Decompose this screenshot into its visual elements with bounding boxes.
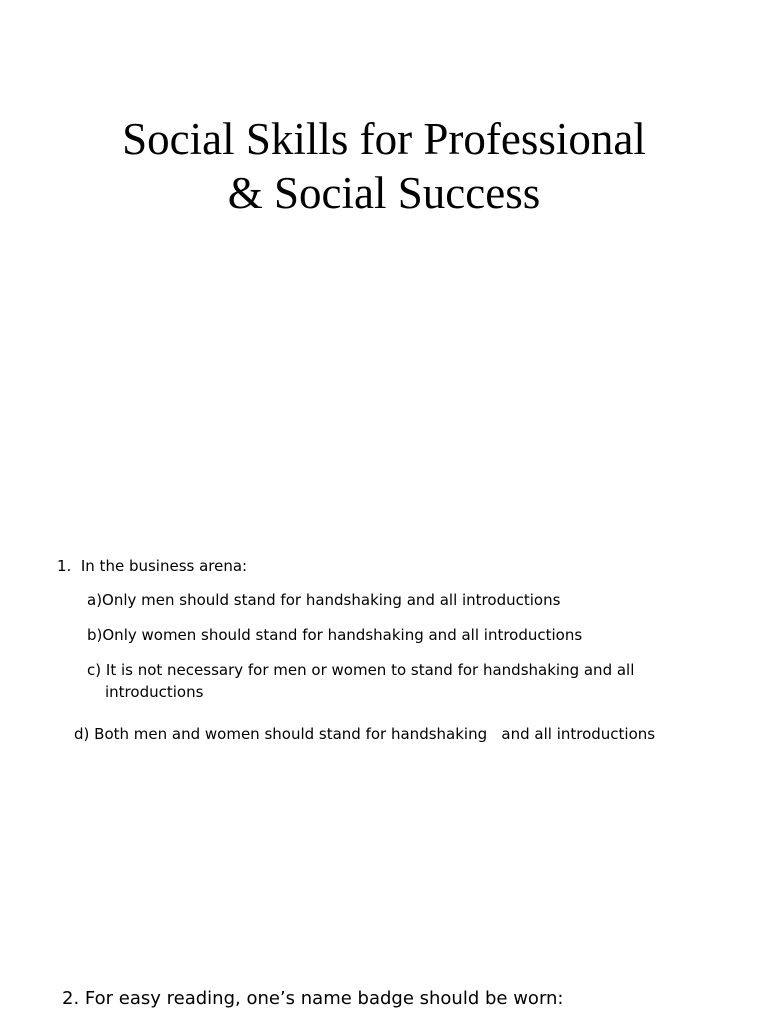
option-marker: c) (87, 661, 102, 679)
question-1-option-c (87, 659, 634, 703)
page-title (0, 112, 768, 220)
option-marker: a) (87, 591, 103, 609)
title-line-1: Social Skills for Professional (122, 114, 646, 164)
option-text: Only men should stand for handshaking and all introductions (102, 591, 561, 609)
question-2-text: For easy reading, one’s name badge should be worn: (84, 988, 564, 1009)
title-line-2: & Social Success (227, 168, 541, 218)
question-2-stem (62, 986, 564, 1012)
question-1-stem (57, 555, 247, 577)
option-text: It is not necessary for men or women to stand for handshaking and all (105, 661, 635, 679)
question-1-number: 1. (57, 557, 72, 575)
option-text-continued: introductions (105, 683, 204, 701)
question-1-option-d (74, 723, 655, 745)
option-text: Both men and women should stand for handshaking and all introductions (94, 725, 656, 743)
question-2-number: 2. (62, 988, 80, 1009)
option-text: Only women should stand for handshaking and all introductions (102, 626, 583, 644)
option-marker: b) (87, 626, 103, 644)
question-1-option-a (87, 589, 560, 611)
option-marker: d) (74, 725, 90, 743)
question-1-option-b (87, 624, 582, 646)
question-1-text: In the business arena: (80, 557, 248, 575)
